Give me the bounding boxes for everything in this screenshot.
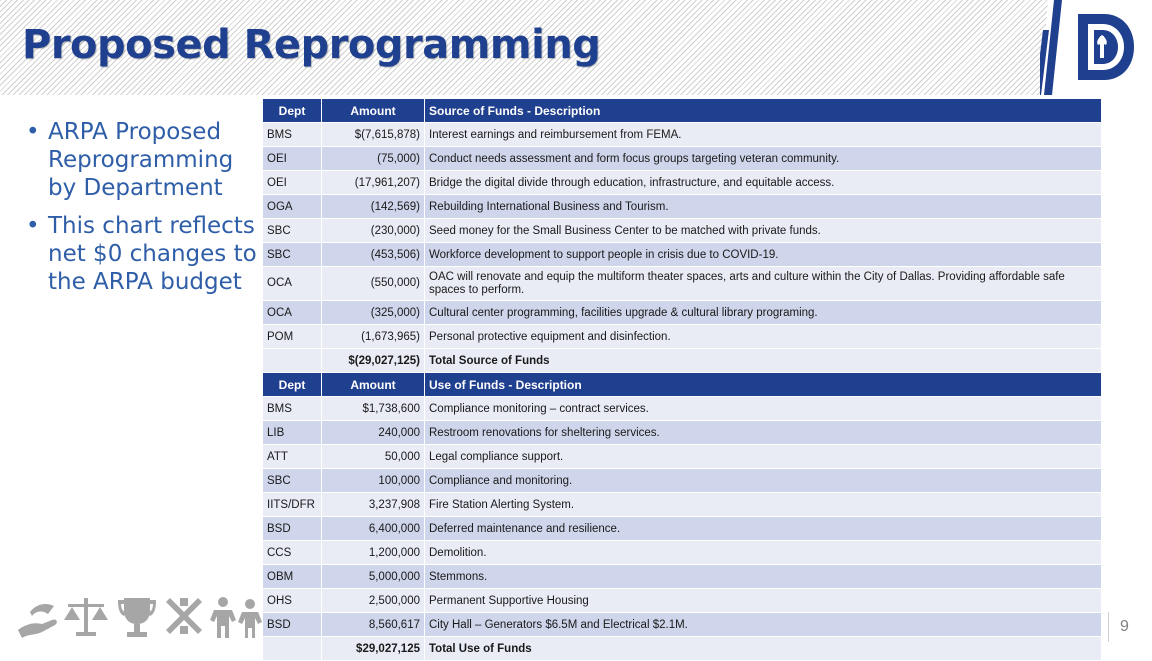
dept-cell: OCA (263, 301, 322, 325)
description-cell: OAC will renovate and equip the multiform theater spaces, arts and culture within the City of Dallas. Providing affordable safe spaces to perform. (425, 267, 1102, 301)
description-cell: Compliance and monitoring. (425, 469, 1102, 493)
description-cell: Personal protective equipment and disinfection. (425, 325, 1102, 349)
table-body (263, 99, 1102, 661)
people-icon (210, 597, 262, 638)
dallas-logo (1040, 0, 1152, 95)
page-number: 9 (1120, 618, 1129, 635)
description-cell: Restroom renovations for sheltering services. (425, 421, 1102, 445)
table-row (263, 469, 1102, 493)
dept-cell: LIB (263, 421, 322, 445)
amount-cell: (75,000) (322, 147, 425, 171)
description-cell: Conduct needs assessment and form focus groups targeting veteran community. (425, 147, 1102, 171)
description-cell: Rebuilding International Business and Tourism. (425, 195, 1102, 219)
dept-cell: OCA (263, 267, 322, 301)
dept-cell: BMS (263, 123, 322, 147)
description-cell: Demolition. (425, 541, 1102, 565)
dept-cell: IITS/DFR (263, 493, 322, 517)
amount-cell: 2,500,000 (322, 589, 425, 613)
x-pattern-icon (166, 598, 202, 634)
dept-column-header: Dept (263, 99, 322, 123)
table-row (263, 517, 1102, 541)
dept-cell: OHS (263, 589, 322, 613)
amount-column-header: Amount (322, 373, 425, 397)
dept-cell: CCS (263, 541, 322, 565)
dept-cell: BSD (263, 517, 322, 541)
bullet-item: • This chart reflects net $0 changes to the ARPA budget (24, 212, 260, 296)
amount-cell: 6,400,000 (322, 517, 425, 541)
description-cell: Fire Station Alerting System. (425, 493, 1102, 517)
amount-cell: 240,000 (322, 421, 425, 445)
page-number-divider (1108, 612, 1109, 642)
table-row (263, 325, 1102, 349)
table-row (263, 123, 1102, 147)
total-label-cell: Total Source of Funds (425, 349, 1102, 373)
table-row (263, 171, 1102, 195)
table-row (263, 421, 1102, 445)
table-row (263, 267, 1102, 301)
description-cell: Stemmons. (425, 565, 1102, 589)
table-row (263, 541, 1102, 565)
table-row (263, 301, 1102, 325)
trophy-icon (118, 598, 156, 637)
table-row (263, 445, 1102, 469)
table-header-row (263, 373, 1102, 397)
footer-icons (16, 594, 266, 640)
table-row (263, 195, 1102, 219)
total-row (263, 349, 1102, 373)
amount-cell: 100,000 (322, 469, 425, 493)
dept-cell: OEI (263, 171, 322, 195)
dallas-d-logo-icon (1040, 0, 1152, 95)
dept-cell: SBC (263, 219, 322, 243)
total-amount-cell: $(29,027,125) (322, 349, 425, 373)
table-row (263, 613, 1102, 637)
bullet-item: • ARPA Proposed Reprogramming by Department (24, 118, 260, 202)
table-row (263, 243, 1102, 267)
dept-cell: POM (263, 325, 322, 349)
page-title: Proposed Reprogramming (22, 22, 601, 68)
amount-cell: (230,000) (322, 219, 425, 243)
table-row (263, 397, 1102, 421)
amount-cell: $(7,615,878) (322, 123, 425, 147)
description-cell: Deferred maintenance and resilience. (425, 517, 1102, 541)
amount-cell: 1,200,000 (322, 541, 425, 565)
table-row (263, 589, 1102, 613)
table-row (263, 493, 1102, 517)
amount-cell: 3,237,908 (322, 493, 425, 517)
description-column-header: Source of Funds - Description (425, 99, 1102, 123)
dept-cell: OBM (263, 565, 322, 589)
amount-cell: 8,560,617 (322, 613, 425, 637)
dept-cell: BMS (263, 397, 322, 421)
description-column-header: Use of Funds - Description (425, 373, 1102, 397)
amount-cell: $1,738,600 (322, 397, 425, 421)
amount-cell: 50,000 (322, 445, 425, 469)
bullet-list (24, 118, 260, 306)
description-cell: Compliance monitoring – contract services. (425, 397, 1102, 421)
amount-column-header: Amount (322, 99, 425, 123)
dept-column-header: Dept (263, 373, 322, 397)
dept-cell (263, 637, 322, 661)
table-row (263, 147, 1102, 171)
dept-cell: OEI (263, 147, 322, 171)
reprogramming-table (262, 98, 1102, 661)
scales-of-justice-icon (64, 598, 108, 636)
table-header-row (263, 99, 1102, 123)
description-cell: Cultural center programming, facilities upgrade & cultural library programing. (425, 301, 1102, 325)
table-row (263, 219, 1102, 243)
dept-cell: ATT (263, 445, 322, 469)
dept-cell (263, 349, 322, 373)
amount-cell: (453,506) (322, 243, 425, 267)
description-cell: Legal compliance support. (425, 445, 1102, 469)
description-cell: Permanent Supportive Housing (425, 589, 1102, 613)
description-cell: Bridge the digital divide through education, infrastructure, and equitable access. (425, 171, 1102, 195)
dept-cell: BSD (263, 613, 322, 637)
amount-cell: (1,673,965) (322, 325, 425, 349)
dept-cell: SBC (263, 243, 322, 267)
amount-cell: (17,961,207) (322, 171, 425, 195)
amount-cell: 5,000,000 (322, 565, 425, 589)
description-cell: City Hall – Generators $6.5M and Electrical $2.1M. (425, 613, 1102, 637)
description-cell: Interest earnings and reimbursement from FEMA. (425, 123, 1102, 147)
amount-cell: (550,000) (322, 267, 425, 301)
dept-cell: OGA (263, 195, 322, 219)
dept-cell: SBC (263, 469, 322, 493)
helping-hand-icon (18, 604, 57, 638)
description-cell: Seed money for the Small Business Center to be matched with private funds. (425, 219, 1102, 243)
description-cell: Workforce development to support people in crisis due to COVID-19. (425, 243, 1102, 267)
total-row (263, 637, 1102, 661)
amount-cell: (325,000) (322, 301, 425, 325)
amount-cell: (142,569) (322, 195, 425, 219)
total-label-cell: Total Use of Funds (425, 637, 1102, 661)
total-amount-cell: $29,027,125 (322, 637, 425, 661)
table-row (263, 565, 1102, 589)
